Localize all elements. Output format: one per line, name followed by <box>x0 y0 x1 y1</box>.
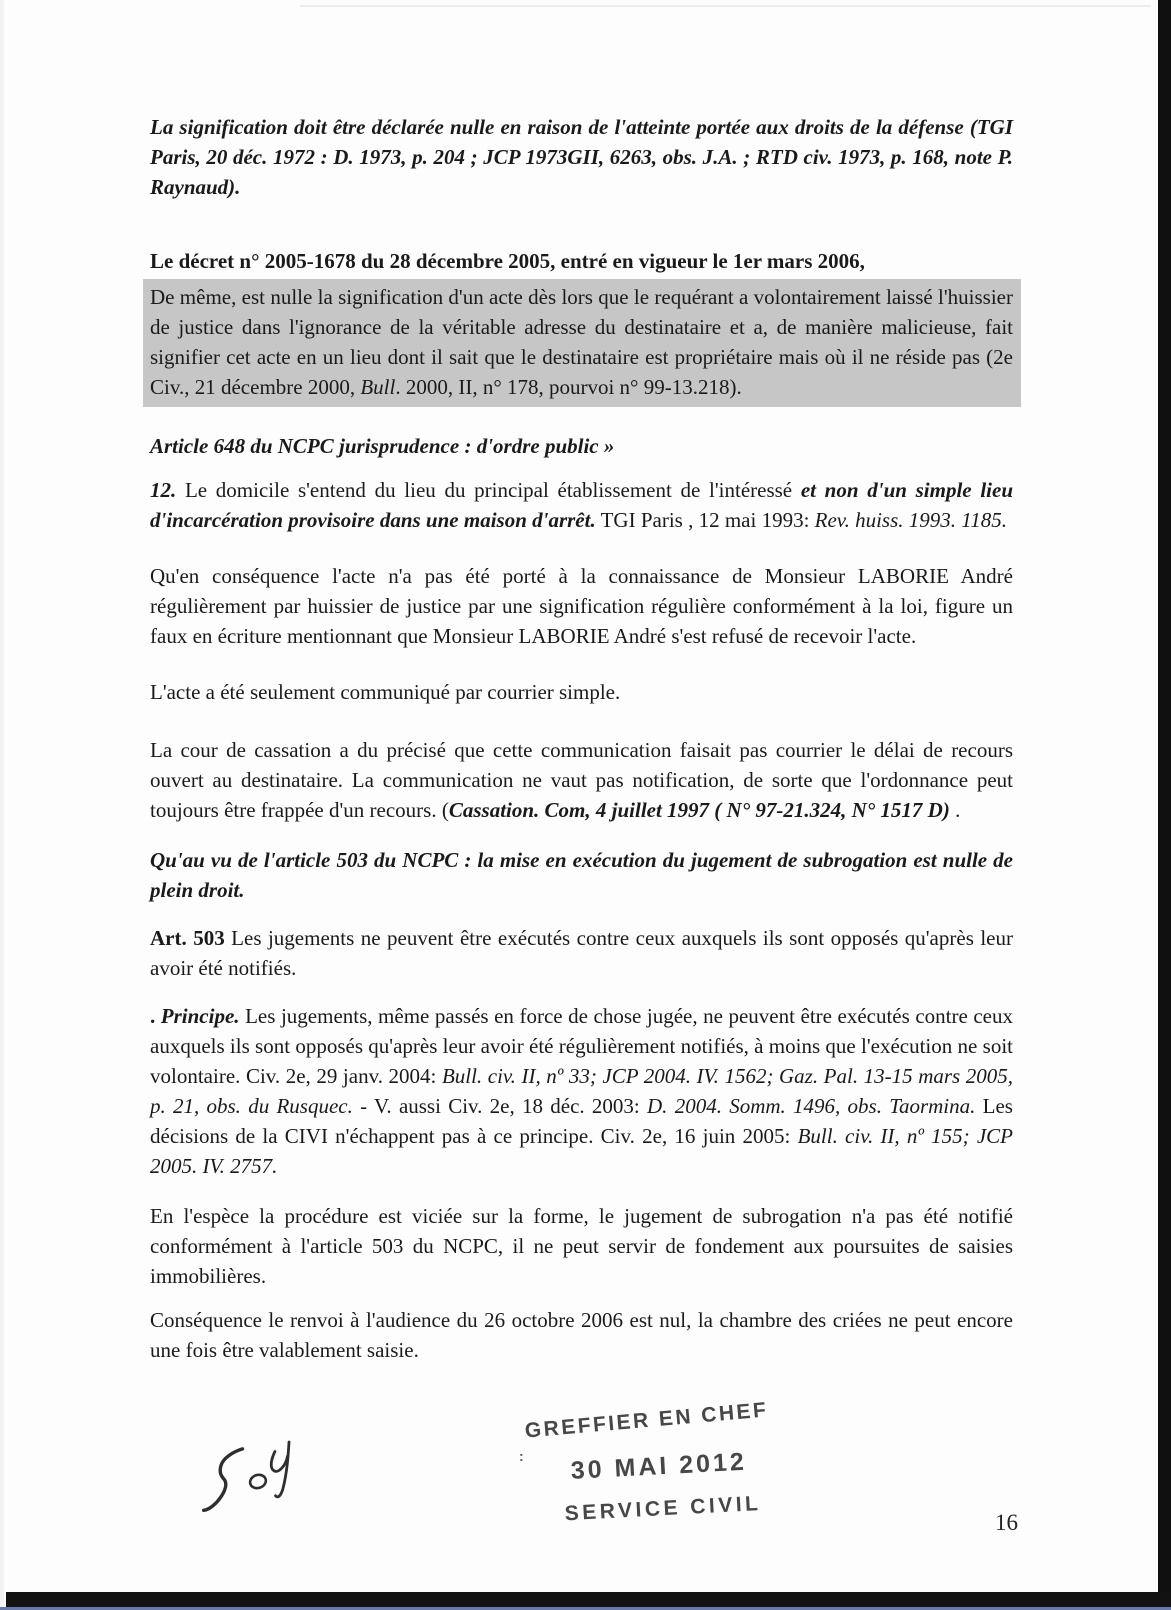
text-run: et non d'un simple lieu d'incarcération provisoire dans une maison d'arrêt. <box>150 478 1013 532</box>
text-run: D. 2004. Somm. 1496, obs. Taormina. <box>647 1094 976 1118</box>
paragraph-art-503 <box>150 923 1013 983</box>
paragraph-consequence-acte <box>150 561 1013 651</box>
paragraph-espece-viciee <box>150 1201 1013 1291</box>
text-run: Qu'en conséquence l'acte n'a pas été porté à la connaissance de Monsieur LABORIE André régulièrement par huissier de justice par une signification régulière conformément à la loi, figure un faux en écriture mentionnant que Monsieur LABORIE André s'est refusé de recevoir l'acte. <box>150 564 1013 648</box>
paragraph-principe <box>150 1001 1013 1181</box>
paragraph-article-648-heading <box>150 431 1013 461</box>
text-run: Les décisions de la CIVI n'échappent pas à ce principe. Civ. 2e, 16 juin 2005: <box>150 1094 1013 1148</box>
text-run: . 2000, II, n° 178, pourvoi n° 99-13.218). <box>395 375 742 399</box>
text-run: De même, est nulle la signification d'un acte dès lors que le requérant a volontairement laissé l'huissier de justice dans l'ignorance de la véritable adresse du destinataire et a, de manière malicieuse, fait signifier cet acte en un lieu dont il sait que le destinataire est propriétaire mais où il ne réside pas (2e Civ., 21 décembre 2000, <box>150 285 1013 399</box>
text-run: Art. 503 <box>150 926 225 950</box>
text-run: La cour de cassation a du précisé que cette communication faisait pas courrier le délai de recours ouvert au destinataire. La communication ne vaut pas notification, de sorte que l'ordonnance peut toujours être frappée d'un recours. ( <box>150 738 1013 822</box>
text-run: Le décret n° 2005-1678 du 28 décembre 2005, entré en vigueur le 1er mars 2006, <box>150 249 865 273</box>
text-run: Le domicile s'entend du lieu du principal établissement de l'intéressé <box>176 478 801 502</box>
paragraph-courrier-simple <box>150 677 1013 707</box>
paragraph-domicile <box>150 475 1013 535</box>
scan-edge-top <box>300 5 1151 7</box>
handwriting-stroke-5 <box>198 1449 249 1510</box>
text-run: TGI Paris , 12 mai 1993: <box>595 508 815 532</box>
text-run: . <box>150 1004 161 1028</box>
page-number: 16 <box>995 1510 1018 1535</box>
handwritten-number-504 <box>194 1436 312 1527</box>
scan-edge-bottom <box>6 1592 1171 1607</box>
paragraph-cour-de-cassation <box>150 735 1013 825</box>
date-stamp <box>512 1397 819 1532</box>
handwriting-stroke-0 <box>248 1473 267 1490</box>
stamp-smudge: : <box>519 1448 524 1464</box>
text-run: Rev. huiss. 1993. 1185. <box>814 508 1007 532</box>
text-run: En l'espèce la procédure est viciée sur la forme, le jugement de subrogation n'a pas été notifié conformément à l'article 503 du NCPC, il ne peut servir de fondement aux poursuites de saisies immobilières. <box>150 1204 1013 1288</box>
paragraph-citation-defense <box>150 112 1013 202</box>
text-run: Article 648 du NCPC jurisprudence : d'ordre public » <box>150 434 615 458</box>
text-run: Les jugements, même passés en force de chose jugée, ne peuvent être exécutés contre ceux auxquels ils sont opposés qu'après leur avoir été régulièrement notifiés, à moins que l'exécution ne soit volontaire. Civ. 2e, 29 janv. 2004: <box>150 1004 1013 1088</box>
scan-edge-right <box>1158 0 1171 1610</box>
stamp-title: GREFFIER EN CHEF <box>523 1398 770 1443</box>
document-body <box>150 112 1013 1365</box>
scan-edge-left <box>0 0 4 1610</box>
paragraph-highlighted-jurisprudence <box>143 279 1021 407</box>
text-run: La signification doit être déclarée nulle en raison de l'atteinte portée aux droits de la défense (TGI Paris, 20 déc. 1972 : D. 1973, p. 204 ; JCP 1973GII, 6263, obs. J.A. ; RTD civ. 1973, p. 168, note P. Raynaud). <box>150 115 1013 199</box>
paragraph-renvoi-audience <box>150 1305 1013 1365</box>
text-run: Principe. <box>160 1004 240 1028</box>
text-run: . <box>949 798 961 822</box>
paragraph-decret-heading <box>150 246 1013 276</box>
text-run: Bull <box>360 375 396 399</box>
text-run: Bull. civ. II, nº 155; JCP 2005. IV. 2757. <box>150 1124 1013 1178</box>
text-run: Cassation. Com, 4 juillet 1997 ( N° 97-21.324, N° 1517 D) <box>448 798 950 822</box>
text-run: Qu'au vu de l'article 503 du NCPC : la mise en exécution du jugement de subrogation est nulle de plein droit. <box>150 848 1013 902</box>
text-run: Les jugements ne peuvent être exécutés contre ceux auxquels ils sont opposés qu'après leur avoir été notifiés. <box>150 926 1013 980</box>
text-run: 12. <box>150 478 177 502</box>
text-run: Bull. civ. II, nº 33; JCP 2004. IV. 1562; Gaz. Pal. 13-15 mars 2005, p. 21, obs. du Rusquec. <box>150 1064 1014 1118</box>
text-run: - V. aussi Civ. 2e, 18 déc. 2003: <box>352 1094 648 1118</box>
paragraph-article-503-heading <box>150 845 1013 905</box>
stamp-service: SERVICE CIVIL <box>564 1492 763 1526</box>
text-run: Conséquence le renvoi à l'audience du 26 octobre 2006 est nul, la chambre des criées ne peut encore une fois être valablement saisie. <box>150 1308 1013 1362</box>
text-run: L'acte a été seulement communiqué par courrier simple. <box>150 680 621 704</box>
stamp-date: 30 MAI 2012 <box>570 1447 748 1485</box>
